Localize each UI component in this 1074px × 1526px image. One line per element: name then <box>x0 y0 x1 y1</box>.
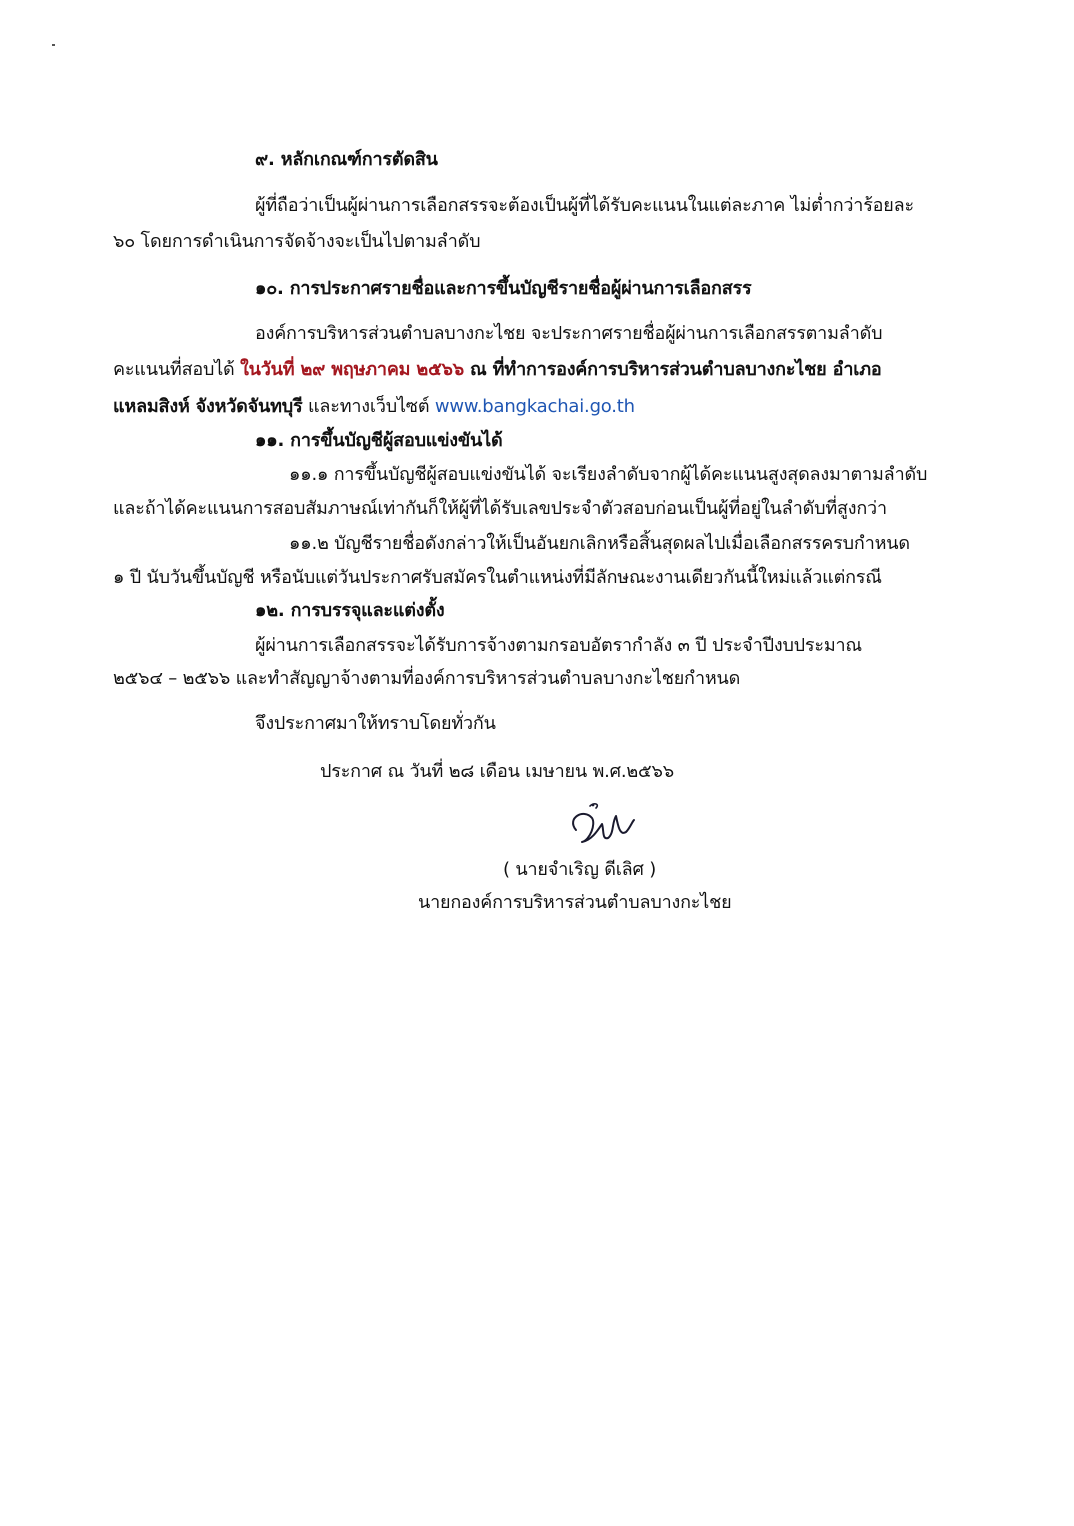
section-11-1-line-1: ๑๑.๑ การขึ้นบัญชีผู้สอบแข่งขันได้ จะเรียงลำดับจากผู้ได้คะแนนสูงสุดลงมาตามลำดับ <box>289 464 928 485</box>
announcement-issue-date: ประกาศ ณ วันที่ ๒๘ เดือน เมษายน พ.ศ.๒๕๖๖ <box>320 761 674 782</box>
section-10-paragraph-line-3 <box>113 394 635 420</box>
section-12-paragraph-line-1: ผู้ผ่านการเลือกสรรจะได้รับการจ้างตามกรอบอัตรากำลัง ๓ ปี ประจำปีงบประมาณ <box>255 635 862 656</box>
section-9-heading: ๙. หลักเกณฑ์การตัดสิน <box>255 149 438 170</box>
location-district: แหลมสิงห์ จังหวัดจันทบุรี <box>113 396 303 417</box>
signer-title: นายกองค์การบริหารส่วนตำบลบางกะไชย <box>418 892 732 913</box>
section-9-paragraph-line-1: ผู้ที่ถือว่าเป็นผู้ผ่านการเลือกสรรจะต้องเป็นผู้ที่ได้รับคะแนนในแต่ละภาค ไม่ต่ำกว่าร้อยละ <box>255 195 914 216</box>
section-12-heading: ๑๒. การบรรจุและแต่งตั้ง <box>255 600 445 621</box>
section-11-2-line-2: ๑ ปี นับวันขึ้นบัญชี หรือนับแต่วันประกาศรับสมัครในตำแหน่งที่มีลักษณะงานเดียวกันนี้ใหม่แล้วแต่กรณี <box>113 567 882 588</box>
section-11-1-line-2: และถ้าได้คะแนนการสอบสัมภาษณ์เท่ากันก็ให้ผู้ที่ได้รับเลขประจำตัวสอบก่อนเป็นผู้ที่อยู่ในลำดับที่สูงกว่า <box>113 498 887 519</box>
section-10-paragraph-line-2 <box>113 357 882 383</box>
announcement-date: ในวันที่ ๒๙ พฤษภาคม ๒๕๖๖ <box>240 359 464 380</box>
website-link[interactable]: www.bangkachai.go.th <box>434 396 635 417</box>
closing-notice: จึงประกาศมาให้ทราบโดยทั่วกัน <box>255 713 496 734</box>
location-text: ณ ที่ทำการองค์การบริหารส่วนตำบลบางกะไชย อำเภอ <box>463 359 882 380</box>
signature <box>562 800 640 852</box>
section-11-2-line-1: ๑๑.๒ บัญชีรายชื่อดังกล่าวให้เป็นอันยกเลิกหรือสิ้นสุดผลไปเมื่อเลือกสรรครบกำหนด <box>289 533 910 554</box>
signer-name: ( นายจำเริญ ดีเลิศ ) <box>503 859 657 880</box>
section-10-paragraph-line-1: องค์การบริหารส่วนตำบลบางกะไชย จะประกาศรายชื่อผู้ผ่านการเลือกสรรตามลำดับ <box>255 323 883 344</box>
section-12-paragraph-line-2: ๒๕๖๔ – ๒๕๖๖ และทำสัญญาจ้างตามที่องค์การบริหารส่วนตำบลบางกะไชยกำหนด <box>113 668 741 689</box>
scan-speck <box>52 44 55 46</box>
section-11-heading: ๑๑. การขึ้นบัญชีผู้สอบแข่งขันได้ <box>255 430 503 451</box>
section-10-heading: ๑๐. การประกาศรายชื่อและการขึ้นบัญชีรายชื่อผู้ผ่านการเลือกสรร <box>255 278 752 299</box>
website-prefix: และทางเว็บไซต์ <box>302 396 435 417</box>
section-9-paragraph-line-2: ๖๐ โดยการดำเนินการจัดจ้างจะเป็นไปตามลำดับ <box>113 231 481 252</box>
score-text: คะแนนที่สอบได้ <box>113 359 241 380</box>
